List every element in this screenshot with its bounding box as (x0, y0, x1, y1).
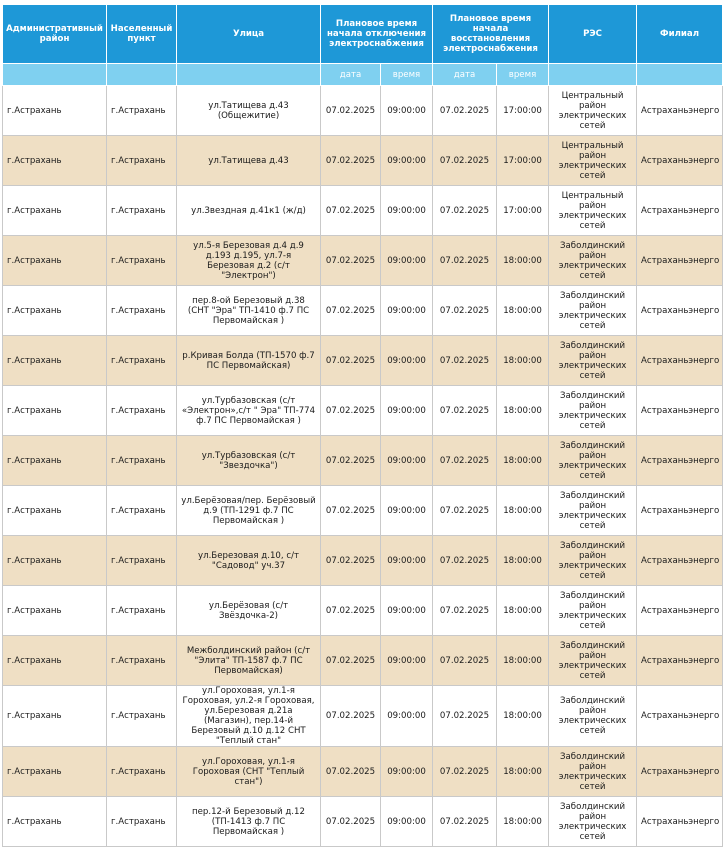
cell-off-time: 09:00:00 (381, 536, 433, 586)
cell-res: Заболдинский район электрических сетей (549, 586, 637, 636)
cell-off-date: 07.02.2025 (321, 386, 381, 436)
cell-on-date: 07.02.2025 (433, 86, 497, 136)
cell-branch: Астраханьэнерго (637, 186, 723, 236)
subheader-blank (107, 64, 177, 86)
cell-branch: Астраханьэнерго (637, 686, 723, 747)
cell-on-date: 07.02.2025 (433, 236, 497, 286)
cell-off-date: 07.02.2025 (321, 536, 381, 586)
cell-off-time: 09:00:00 (381, 236, 433, 286)
cell-off-date: 07.02.2025 (321, 436, 381, 486)
cell-street: пер.8-ой Березовый д.38 (СНТ "Эра" ТП-1410 ф.7 ПС Первомайская ) (177, 286, 321, 336)
cell-branch: Астраханьэнерго (637, 286, 723, 336)
cell-off-date: 07.02.2025 (321, 586, 381, 636)
cell-locality: г.Астрахань (107, 136, 177, 186)
cell-street: ул.Гороховая, ул.1-я Гороховая, ул.2-я Гороховая, ул.Березовая д.21а (Магазин), пер.14-й Березовый д.10 д.12 СНТ "Теплый стан" (177, 686, 321, 747)
header-locality: Населенный пункт (107, 5, 177, 64)
cell-off-date: 07.02.2025 (321, 236, 381, 286)
cell-locality: г.Астрахань (107, 286, 177, 336)
cell-on-time: 18:00:00 (497, 286, 549, 336)
outage-schedule-table (2, 4, 723, 847)
cell-district: г.Астрахань (3, 436, 107, 486)
cell-branch: Астраханьэнерго (637, 586, 723, 636)
cell-on-date: 07.02.2025 (433, 747, 497, 797)
header-planned-on: Плановое время начала восстановления электроснабжения (433, 5, 549, 64)
cell-off-date: 07.02.2025 (321, 686, 381, 747)
cell-street: ул.5-я Березовая д.4 д.9 д.193 д.195, ул.7-я Березовая д.2 (с/т "Электрон") (177, 236, 321, 286)
cell-off-time: 09:00:00 (381, 486, 433, 536)
cell-street: ул.Звездная д.41к1 (ж/д) (177, 186, 321, 236)
cell-district: г.Астрахань (3, 186, 107, 236)
cell-res: Центральный район электрических сетей (549, 136, 637, 186)
cell-district: г.Астрахань (3, 686, 107, 747)
cell-on-date: 07.02.2025 (433, 536, 497, 586)
cell-branch: Астраханьэнерго (637, 636, 723, 686)
cell-district: г.Астрахань (3, 386, 107, 436)
table-row (3, 236, 723, 286)
cell-off-time: 09:00:00 (381, 436, 433, 486)
cell-on-date: 07.02.2025 (433, 336, 497, 386)
subheader-on-date: дата (433, 64, 497, 86)
cell-street: р.Кривая Болда (ТП-1570 ф.7 ПС Первомайская) (177, 336, 321, 386)
cell-district: г.Астрахань (3, 286, 107, 336)
cell-street: Межболдинский район (с/т "Элита" ТП-1587 ф.7 ПС Первомайская) (177, 636, 321, 686)
cell-res: Центральный район электрических сетей (549, 86, 637, 136)
cell-off-time: 09:00:00 (381, 686, 433, 747)
cell-street: ул.Березовая д.10, с/т "Садовод" уч.37 (177, 536, 321, 586)
cell-branch: Астраханьэнерго (637, 436, 723, 486)
subheader-blank (177, 64, 321, 86)
table-row (3, 336, 723, 386)
subheader-off-date: дата (321, 64, 381, 86)
cell-locality: г.Астрахань (107, 386, 177, 436)
cell-locality: г.Астрахань (107, 436, 177, 486)
cell-on-date: 07.02.2025 (433, 486, 497, 536)
cell-district: г.Астрахань (3, 486, 107, 536)
cell-district: г.Астрахань (3, 747, 107, 797)
table-body (3, 86, 723, 847)
cell-res: Заболдинский район электрических сетей (549, 436, 637, 486)
table-row (3, 536, 723, 586)
table-row (3, 636, 723, 686)
table-row (3, 136, 723, 186)
cell-on-date: 07.02.2025 (433, 436, 497, 486)
cell-on-date: 07.02.2025 (433, 586, 497, 636)
table-header (3, 5, 723, 86)
cell-on-time: 18:00:00 (497, 686, 549, 747)
cell-on-time: 18:00:00 (497, 636, 549, 686)
cell-street: ул.Татищева д.43 (Общежитие) (177, 86, 321, 136)
cell-street: ул.Турбазовская (с/т «Электрон»,с/т " Эра" ТП-774 ф.7 ПС Первомайская ) (177, 386, 321, 436)
cell-off-time: 09:00:00 (381, 186, 433, 236)
cell-off-date: 07.02.2025 (321, 336, 381, 386)
table-row (3, 286, 723, 336)
cell-res: Заболдинский район электрических сетей (549, 797, 637, 847)
cell-on-time: 17:00:00 (497, 186, 549, 236)
cell-off-time: 09:00:00 (381, 636, 433, 686)
table-row (3, 436, 723, 486)
cell-street: ул.Берёзовая (с/т Звёздочка-2) (177, 586, 321, 636)
cell-branch: Астраханьэнерго (637, 797, 723, 847)
cell-on-date: 07.02.2025 (433, 136, 497, 186)
table-row (3, 797, 723, 847)
cell-off-date: 07.02.2025 (321, 86, 381, 136)
cell-res: Заболдинский район электрических сетей (549, 636, 637, 686)
cell-on-time: 17:00:00 (497, 136, 549, 186)
cell-street: пер.12-й Березовый д.12 (ТП-1413 ф.7 ПС Первомайская ) (177, 797, 321, 847)
cell-on-date: 07.02.2025 (433, 797, 497, 847)
cell-off-time: 09:00:00 (381, 136, 433, 186)
cell-locality: г.Астрахань (107, 586, 177, 636)
table-row (3, 686, 723, 747)
cell-branch: Астраханьэнерго (637, 747, 723, 797)
cell-res: Заболдинский район электрических сетей (549, 536, 637, 586)
cell-district: г.Астрахань (3, 536, 107, 586)
cell-on-time: 18:00:00 (497, 536, 549, 586)
cell-off-date: 07.02.2025 (321, 747, 381, 797)
cell-on-date: 07.02.2025 (433, 686, 497, 747)
cell-locality: г.Астрахань (107, 747, 177, 797)
subheader-blank (549, 64, 637, 86)
cell-locality: г.Астрахань (107, 636, 177, 686)
cell-district: г.Астрахань (3, 336, 107, 386)
cell-locality: г.Астрахань (107, 86, 177, 136)
subheader-blank (637, 64, 723, 86)
cell-off-date: 07.02.2025 (321, 486, 381, 536)
cell-off-date: 07.02.2025 (321, 186, 381, 236)
subheader-off-time: время (381, 64, 433, 86)
cell-res: Заболдинский район электрических сетей (549, 486, 637, 536)
table-row (3, 86, 723, 136)
table-row (3, 386, 723, 436)
cell-branch: Астраханьэнерго (637, 136, 723, 186)
cell-off-time: 09:00:00 (381, 797, 433, 847)
cell-street: ул.Татищева д.43 (177, 136, 321, 186)
table-row (3, 486, 723, 536)
cell-off-time: 09:00:00 (381, 336, 433, 386)
cell-off-time: 09:00:00 (381, 86, 433, 136)
cell-res: Заболдинский район электрических сетей (549, 236, 637, 286)
cell-on-time: 18:00:00 (497, 336, 549, 386)
cell-branch: Астраханьэнерго (637, 86, 723, 136)
cell-branch: Астраханьэнерго (637, 386, 723, 436)
cell-branch: Астраханьэнерго (637, 236, 723, 286)
cell-branch: Астраханьэнерго (637, 486, 723, 536)
cell-res: Заболдинский район электрических сетей (549, 747, 637, 797)
cell-street: ул.Берёзовая/пер. Берёзовый д.9 (ТП-1291 ф.7 ПС Первомайская ) (177, 486, 321, 536)
cell-district: г.Астрахань (3, 636, 107, 686)
cell-district: г.Астрахань (3, 236, 107, 286)
cell-on-date: 07.02.2025 (433, 636, 497, 686)
header-res: РЭС (549, 5, 637, 64)
cell-off-time: 09:00:00 (381, 747, 433, 797)
header-street: Улица (177, 5, 321, 64)
cell-on-time: 18:00:00 (497, 386, 549, 436)
cell-off-time: 09:00:00 (381, 586, 433, 636)
cell-on-time: 17:00:00 (497, 86, 549, 136)
cell-res: Центральный район электрических сетей (549, 186, 637, 236)
table-row (3, 586, 723, 636)
cell-res: Заболдинский район электрических сетей (549, 386, 637, 436)
cell-district: г.Астрахань (3, 86, 107, 136)
cell-locality: г.Астрахань (107, 486, 177, 536)
cell-locality: г.Астрахань (107, 336, 177, 386)
cell-locality: г.Астрахань (107, 797, 177, 847)
cell-res: Заболдинский район электрических сетей (549, 686, 637, 747)
cell-district: г.Астрахань (3, 797, 107, 847)
cell-res: Заболдинский район электрических сетей (549, 286, 637, 336)
cell-on-date: 07.02.2025 (433, 286, 497, 336)
header-planned-off: Плановое время начала отключения электроснабжения (321, 5, 433, 64)
cell-locality: г.Астрахань (107, 686, 177, 747)
header-district: Административный район (3, 5, 107, 64)
cell-locality: г.Астрахань (107, 186, 177, 236)
cell-on-date: 07.02.2025 (433, 186, 497, 236)
cell-district: г.Астрахань (3, 586, 107, 636)
cell-on-time: 18:00:00 (497, 747, 549, 797)
table-row (3, 747, 723, 797)
cell-locality: г.Астрахань (107, 236, 177, 286)
cell-district: г.Астрахань (3, 136, 107, 186)
cell-locality: г.Астрахань (107, 536, 177, 586)
cell-on-time: 18:00:00 (497, 436, 549, 486)
cell-off-date: 07.02.2025 (321, 636, 381, 686)
cell-branch: Астраханьэнерго (637, 336, 723, 386)
cell-off-date: 07.02.2025 (321, 797, 381, 847)
subheader-on-time: время (497, 64, 549, 86)
cell-off-time: 09:00:00 (381, 386, 433, 436)
cell-on-time: 18:00:00 (497, 236, 549, 286)
cell-off-time: 09:00:00 (381, 286, 433, 336)
cell-on-date: 07.02.2025 (433, 386, 497, 436)
cell-on-time: 18:00:00 (497, 486, 549, 536)
cell-off-date: 07.02.2025 (321, 286, 381, 336)
cell-on-time: 18:00:00 (497, 586, 549, 636)
cell-res: Заболдинский район электрических сетей (549, 336, 637, 386)
header-branch: Филиал (637, 5, 723, 64)
cell-street: ул.Турбазовская (с/т "Звездочка") (177, 436, 321, 486)
cell-street: ул.Гороховая, ул.1-я Гороховая (СНТ "Теплый стан") (177, 747, 321, 797)
cell-off-date: 07.02.2025 (321, 136, 381, 186)
cell-on-time: 18:00:00 (497, 797, 549, 847)
table-row (3, 186, 723, 236)
subheader-blank (3, 64, 107, 86)
cell-branch: Астраханьэнерго (637, 536, 723, 586)
